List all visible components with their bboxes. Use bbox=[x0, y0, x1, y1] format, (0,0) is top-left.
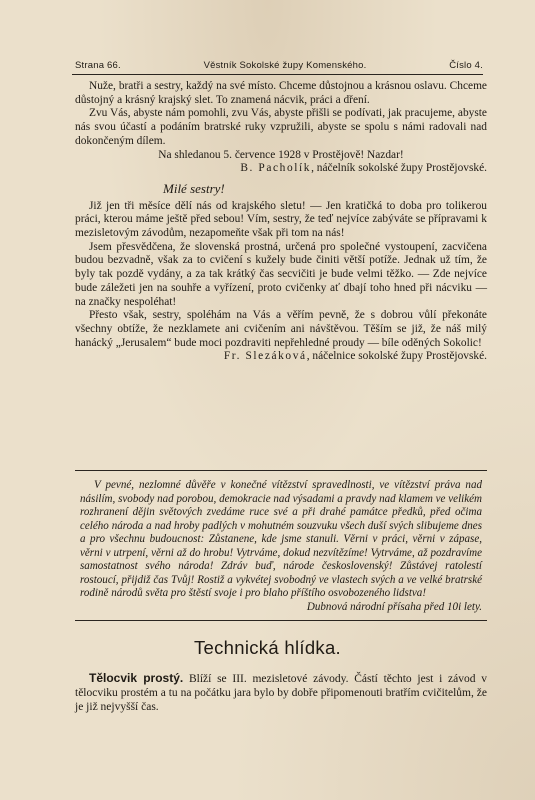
technical-lead: Tělocvik prostý. bbox=[89, 671, 184, 685]
letter1-signer-role: , náčelník sokolské župy Prostějovské. bbox=[311, 162, 487, 175]
technical-section bbox=[75, 672, 487, 714]
letter1-paragraph-1: Nuže, bratři a sestry, každý na své místo. Chceme důstojnou a krásnou oslavu. Chceme důstojný a krásný krajský slet. To znamená nácvik, práci a dření. bbox=[75, 80, 487, 106]
oath-rule-bottom bbox=[75, 620, 487, 621]
oath-rule-top bbox=[75, 470, 487, 471]
section-title: Technická hlídka. bbox=[193, 637, 341, 658]
letter1-farewell: Na shledanou 5. července 1928 v Prostějově! Nazdar! bbox=[158, 148, 404, 161]
letter2-signer-role: , náčelnice sokolské župy Prostějovské. bbox=[306, 350, 487, 363]
oath-text: V pevné, nezlomné důvěře v konečné vítězství spravedlnosti, ve vítězství práva nad násilím, svobody nad porobou, demokracie nad výsadami a pravdy nad klamem ve velikém rozhranení dějin světových zvedáme ruce své a při drahé památce předků, před očima celého národa a nad hroby padlých v mohutném souzvuku všech duší svých slibujeme dnes a pro všechnu budoucnost: Zůstanene, kde jsme stanuli. Věrni v práci, věrni v zápase, věrni v utrpení, věrni až do hrobu! Vytrváme, dokud nezvítězíme! Vytrváme, až pozdravíme samostatnost svého národa! Zdráv buď, národe československý! Zůstávej ratolestí rostoucí, přijdiž čas Tvůj! Rostiž a vykvétej svobodný ve vlastech svých a ve velké bratrské rodině národů světa pro štěstí svoje i pro blaho příštího osvobozeného lidstva! bbox=[80, 479, 482, 600]
letter1-signature bbox=[75, 162, 487, 176]
letter1-signer: B. Pacholík bbox=[240, 162, 312, 175]
header-rule bbox=[72, 74, 483, 75]
oath-box bbox=[80, 479, 482, 614]
letter1-paragraph-2: Zvu Vás, abyste nám pomohli, zvu Vás, abyste přišli se podívati, jak pracujeme, abyste nás svou účastí a podáním bratrské ruky vzpružili, abyste se spolu s námi radovali nad dokončeným dílem. bbox=[75, 107, 487, 147]
letter2-paragraph-3: Přesto však, sestry, spoléhám na Vás a věřím pevně, že s dobrou vůlí překonáte všechny obtíže, že nezklamete ani cvičením ani návštěvou. Těším se již, že náš milý hanácký „Jerusalem“ bude moci pozdraviti nepřehledné proudy — bíle oděných Sokolic! bbox=[75, 309, 487, 349]
issue-number: Číslo 4. bbox=[449, 59, 483, 71]
letter2-paragraph-2: Jsem přesvědčena, že slovenská prostná, určená pro společné vystoupení, zacvičena budou bezvadně, však za to cvičení s kužely bude činiti větší potíže. Jednak už tím, že byly tak pozdě vydány, a za tak krátký čas secvičiti je bude velmi těžko. — Zde nejvíce bude záležeti jen na souhře a vyřízení, proto cvičenky ať dbají toho hned při nácviku — na značky nespoléhat! bbox=[75, 240, 487, 308]
letter2-signer: Fr. Slezáková bbox=[223, 350, 307, 363]
letter2-greeting: Milé sestry! bbox=[163, 180, 225, 196]
letter2-paragraph-1: Již jen tři měsíce dělí nás od krajského sletu! — Jen kratičká to doba pro tolikerou práci, kterou máme ještě před sebou! Vím, sestry, že teď nejvíce zabýváte se přípravami k mezisletovým závodům, nezapomeňte však při tom na nás! bbox=[75, 199, 487, 240]
letter2-signature bbox=[75, 350, 487, 364]
journal-title: Věstník Sokolské župy Komenského. bbox=[203, 59, 367, 71]
letter-brothers bbox=[75, 80, 487, 364]
page-number: Strana 66. bbox=[75, 59, 121, 71]
technical-text: Blíží se III. mezisletové závody. Částí těchto jest i závod v tělocviku prostém a tu na počátku jara bylo by dobře připomenouti bratřím cvičitelům, že je již nejvyšší čas. bbox=[75, 673, 487, 713]
page-header bbox=[75, 58, 483, 72]
technical-paragraph bbox=[75, 672, 487, 714]
oath-source: Dubnová národní přísaha před 10i lety. bbox=[306, 600, 482, 613]
